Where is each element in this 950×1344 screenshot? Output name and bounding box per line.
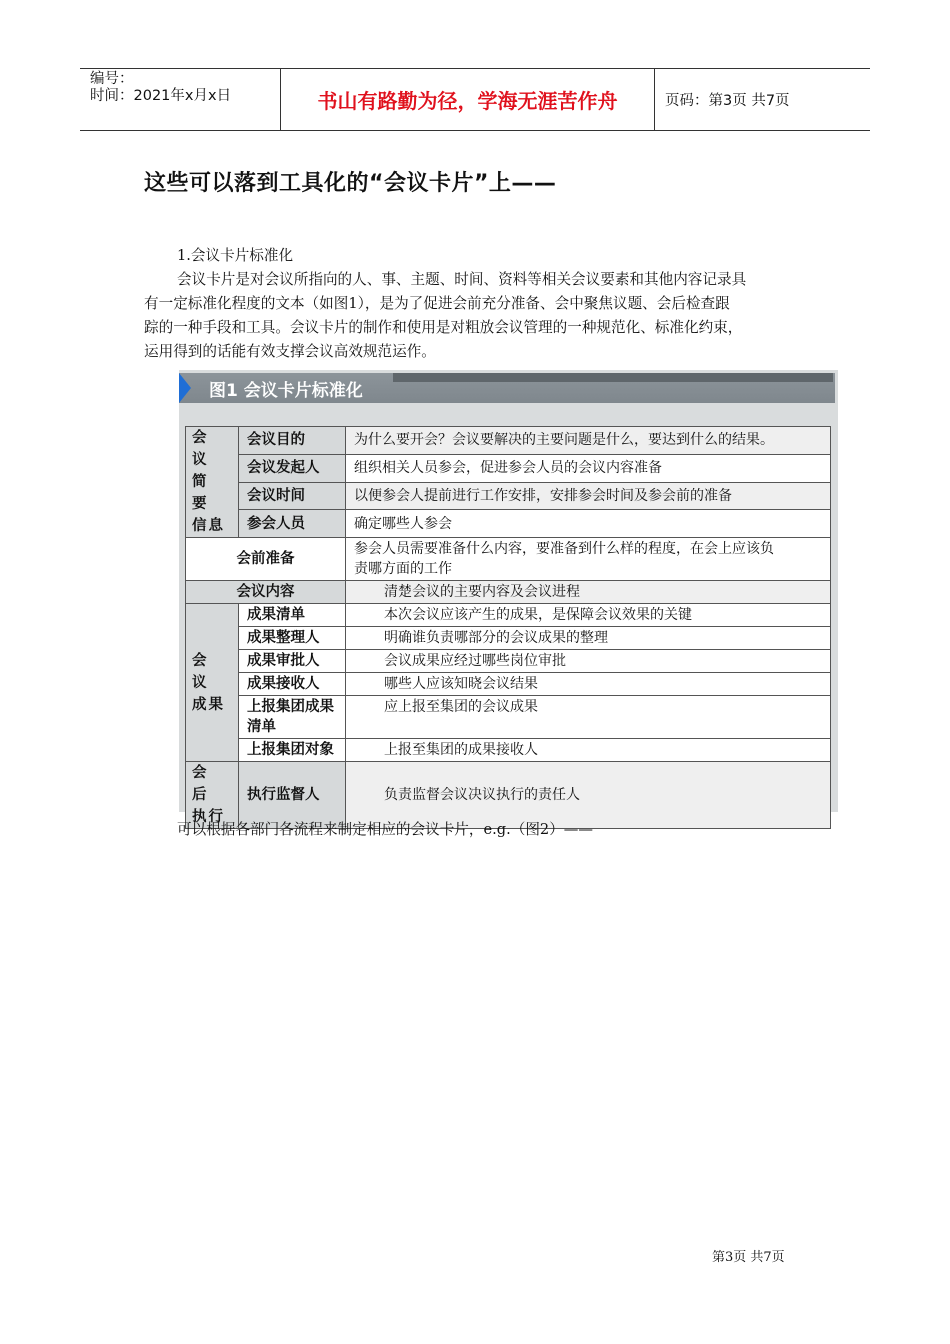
row-label: 执行监督人	[239, 762, 346, 829]
table-row	[186, 673, 831, 696]
row-label: 会议目的	[239, 427, 346, 455]
figure-title-bar	[179, 373, 835, 403]
figure-title: 图1 会议卡片标准化	[209, 381, 363, 401]
row-label: 上报集团对象	[239, 739, 346, 762]
section-heading: 1.会议卡片标准化	[177, 247, 294, 264]
paragraph-line: 踪的一种手段和工具。会议卡片的制作和使用是对粗放会议管理的一种规范化、标准化约束，	[144, 319, 743, 336]
meeting-card-table	[185, 426, 831, 829]
row-desc: 明确谁负责哪部分的会议成果的整理	[346, 627, 831, 650]
table-row	[186, 454, 831, 482]
row-desc: 上报至集团的成果接收人	[346, 739, 831, 762]
chevron-right-icon	[179, 373, 191, 403]
header-info-cell	[80, 69, 281, 130]
page-title: 这些可以落到工具化的“会议卡片”上——	[144, 171, 557, 196]
number-label: 编号：	[90, 71, 134, 87]
row-label: 会议时间	[239, 482, 346, 510]
row-desc: 确定哪些人参会	[346, 510, 831, 538]
after-figure-text: 可以根据各部门各流程来制定相应的会议卡片，e.g.（图2）——	[177, 821, 593, 838]
category-line: 会 议	[192, 652, 209, 691]
category-content: 会议内容	[186, 581, 346, 604]
row-label: 参会人员	[239, 510, 346, 538]
row-desc: 本次会议应该产生的成果，是保障会议效果的关键	[346, 604, 831, 627]
row-label: 会议发起人	[239, 454, 346, 482]
figure-meeting-card	[179, 370, 838, 825]
category-line: 成果	[192, 696, 225, 713]
row-desc	[346, 538, 831, 581]
table-row	[186, 538, 831, 581]
row-desc: 负责监督会议决议执行的责任人	[346, 762, 831, 829]
row-label: 成果审批人	[239, 650, 346, 673]
table-row	[186, 604, 831, 627]
row-desc: 组织相关人员参会，促进参会人员的会议内容准备	[346, 454, 831, 482]
table-row	[186, 696, 831, 739]
category-line: 会 后	[192, 765, 209, 803]
time-label: 时间：2021年x月x日	[90, 88, 232, 104]
category-prep: 会前准备	[186, 538, 346, 581]
category-line: 简 要	[192, 474, 209, 512]
body-paragraph	[144, 268, 834, 364]
paragraph-line: 有一定标准化程度的文本（如图1），是为了促进会前充分准备、会中聚焦议题、会后检查跟	[144, 295, 730, 312]
table-row	[186, 427, 831, 455]
page-footer: 第3页 共7页	[712, 1250, 785, 1265]
row-label-line: 上报集团成果	[247, 699, 334, 715]
row-desc-line: 参会人员需要准备什么内容，要准备到什么样的程度，在会上应该负	[354, 541, 774, 557]
row-desc: 以便参会人提前进行工作安排，安排参会时间及参会前的准备	[346, 482, 831, 510]
category-line: 信息	[192, 518, 225, 534]
paragraph-line: 会议卡片是对会议所指向的人、事、主题、时间、资料等相关会议要素和其他内容记录具	[177, 271, 747, 288]
category-line: 执行	[192, 809, 225, 825]
paragraph-line: 运用得到的话能有效支撑会议高效规范运作。	[144, 343, 436, 360]
row-desc-line: 责哪方面的工作	[354, 561, 452, 577]
row-desc: 会议成果应经过哪些岗位审批	[346, 650, 831, 673]
row-label: 成果清单	[239, 604, 346, 627]
row-desc: 哪些人应该知晓会议结果	[346, 673, 831, 696]
category-brief	[186, 427, 239, 538]
table-row	[186, 627, 831, 650]
table-row	[186, 482, 831, 510]
table-row	[186, 510, 831, 538]
category-line: 会 议	[192, 430, 209, 468]
page-header	[80, 68, 870, 131]
header-motto: 书山有路勤为径，学海无涯苦作舟	[281, 69, 655, 130]
table-row	[186, 650, 831, 673]
row-label: 成果接收人	[239, 673, 346, 696]
table-row	[186, 739, 831, 762]
row-desc: 应上报至集团的会议成果	[346, 696, 831, 739]
table-row	[186, 581, 831, 604]
row-desc: 为什么要开会？会议要解决的主要问题是什么，要达到什么的结果。	[346, 427, 831, 455]
row-label-line: 清单	[247, 719, 276, 735]
row-desc: 清楚会议的主要内容及会议进程	[346, 581, 831, 604]
header-page-label: 页码：第3页 共7页	[665, 93, 790, 109]
category-results	[186, 604, 239, 762]
figure-title-strip	[393, 373, 833, 382]
row-label	[239, 696, 346, 739]
row-label: 成果整理人	[239, 627, 346, 650]
